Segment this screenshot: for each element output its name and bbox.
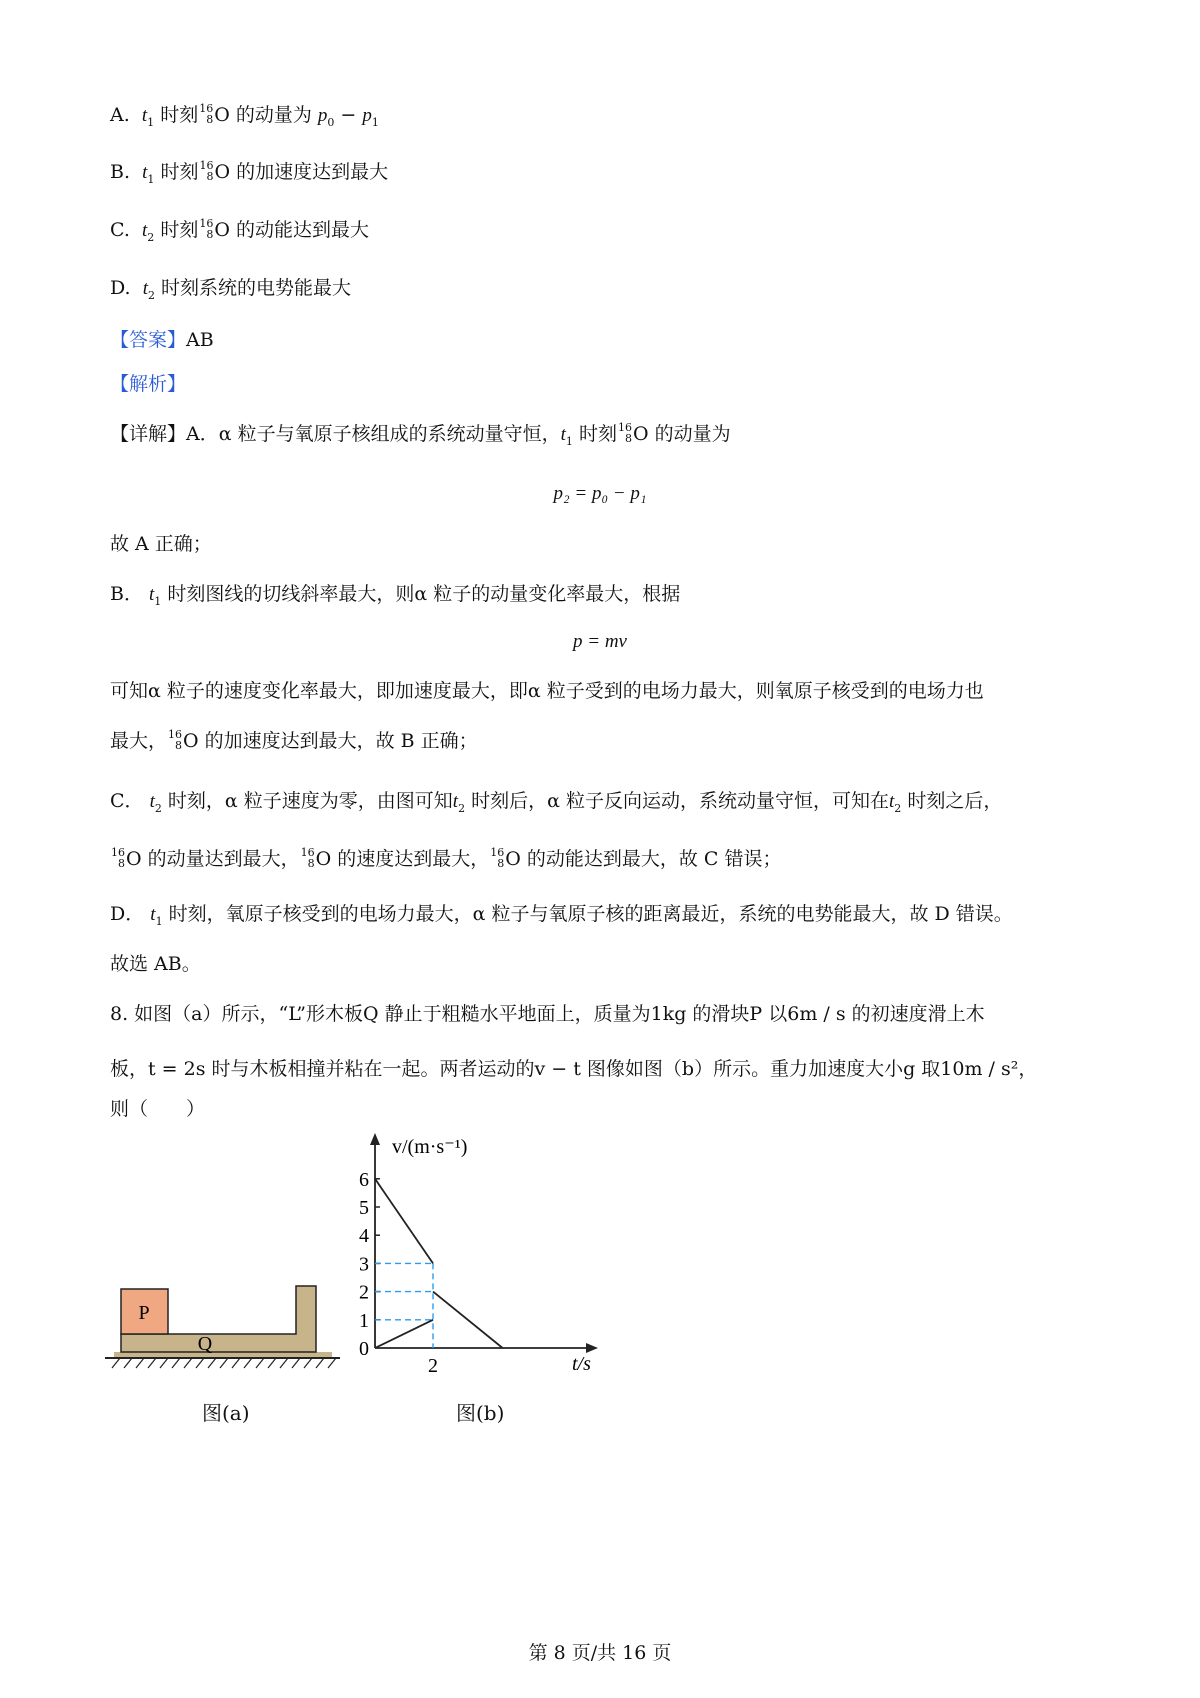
q8-line-2: 板，t = 2s 时与木板相撞并粘在一起。两者运动的v − t 图像如图（b）所示。重力加速度大小g 取10m / s²，: [110, 1058, 1038, 1080]
y-axis-arrow: [370, 1133, 380, 1145]
series-line-3: [433, 1292, 503, 1348]
explain-c: C． $t_2$ 时刻，α 粒子速度为零，由图可知$t_2$ 时刻后，α 粒子反向运动，系统动量守恒，可知在$t_2$ 时刻之后，: [110, 790, 1003, 815]
block-p-label: P: [138, 1302, 150, 1324]
option-a: A. $t_1$ 时刻 16 8 O 的动量为 $p_0 - p_1$: [110, 102, 379, 129]
x-axis-label: t/s: [572, 1353, 591, 1375]
formula-1: p₂ = p₀ − p₁: [553, 483, 647, 504]
series-line-2: [375, 1320, 433, 1348]
explain-d: D． $t_1$ 时刻，氧原子核受到的电场力最大，α 粒子与氧原子核的距离最近，系统的电势能最大，故 D 错误。: [110, 903, 1013, 928]
explain-final: 故选 AB。: [110, 953, 201, 975]
option-d: D. $t_2$ 时刻系统的电势能最大: [110, 277, 352, 302]
figure-a-caption: 图(a): [202, 1401, 250, 1425]
series-line-1: [375, 1179, 433, 1264]
explain-b: B． $t_1$ 时刻图线的切线斜率最大，则α 粒子的动量变化率最大，根据: [110, 583, 681, 608]
q8-line-1: 8. 如图（a）所示，“L”形木板Q 静止于粗糙水平地面上，质量为1kg 的滑块P 以6m / s 的初速度滑上木: [110, 1003, 985, 1025]
y-tick-label: 3: [359, 1253, 369, 1276]
explain-a-conclusion: 故 A 正确；: [110, 533, 212, 555]
y-axis-label: v/(m·s⁻¹): [392, 1136, 468, 1158]
y-tick-label: 4: [359, 1225, 369, 1248]
answer-line: [110, 326, 214, 354]
board-q-label: Q: [197, 1333, 213, 1355]
y-tick-label: 0: [359, 1338, 369, 1360]
x-axis-arrow: [586, 1343, 598, 1353]
figure-a: [100, 1270, 360, 1380]
q8-line-3: 则（ ）: [110, 1098, 206, 1120]
analysis-tag: 【解析】: [110, 373, 187, 395]
answer-tag: 【答案】: [110, 329, 187, 351]
explain-c-2: 16 8 O 的动量达到最大， 16 8 O 的速度达到最大， 16 8 O 的动能达到最大，故 C 错误；: [111, 846, 782, 870]
explain-b-3: 最大， 16 8 O 的加速度达到最大，故 B 正确；: [110, 728, 478, 752]
figure-b-chart: [340, 1125, 620, 1385]
y-tick-label: 5: [359, 1197, 369, 1219]
option-b: B. $t_1$ 时刻 16 8 O 的加速度达到最大: [110, 159, 389, 186]
y-tick-label: 1: [359, 1309, 369, 1332]
y-tick-label: 2: [359, 1281, 369, 1304]
formula-2: p = mv: [573, 631, 627, 652]
x-tick-label: 2: [428, 1355, 438, 1377]
explain-b-2: 可知α 粒子的速度变化率最大，即加速度最大，即α 粒子受到的电场力最大，则氧原子核受到的电场力也: [110, 680, 984, 702]
figure-b-caption: 图(b): [456, 1401, 505, 1425]
y-tick-label: 6: [359, 1168, 369, 1191]
explain-a: 【详解】A．α 粒子与氧原子核组成的系统动量守恒，$t_1$ 时刻 16 8 O 的动量为: [110, 421, 731, 448]
page-footer: 第 8 页/共 16 页: [528, 1642, 672, 1664]
option-c: C. $t_2$ 时刻 16 8 O 的动能达到最大: [110, 217, 369, 244]
answer-value: AB: [186, 329, 214, 351]
